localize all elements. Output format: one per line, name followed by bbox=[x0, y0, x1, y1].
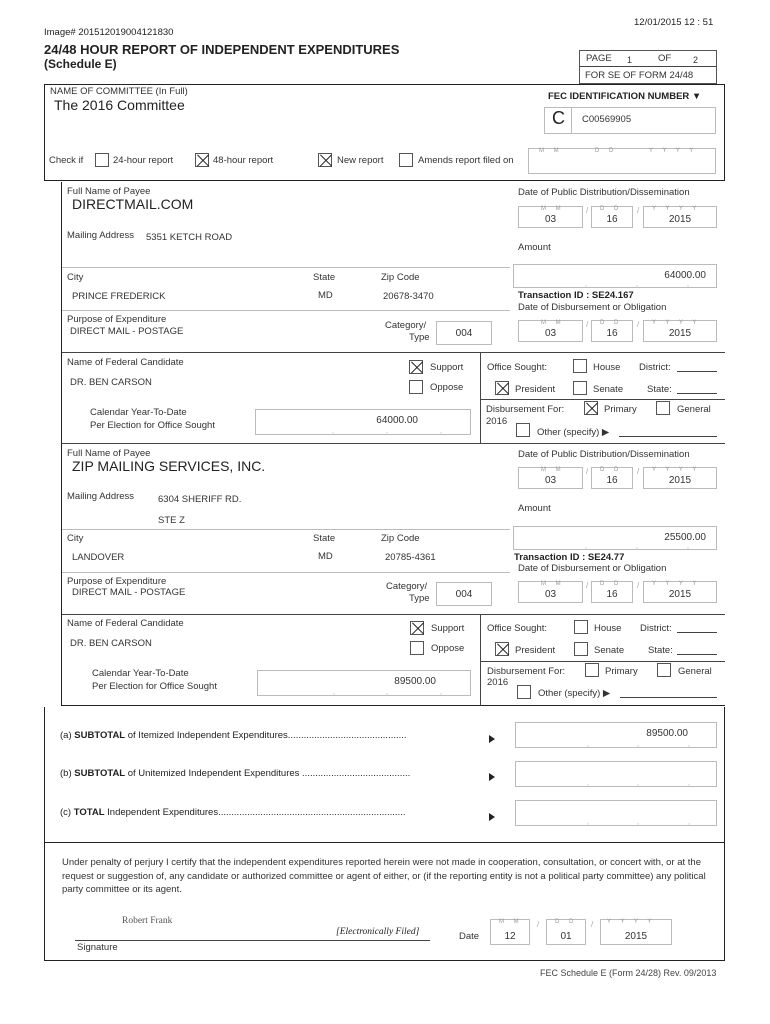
ytd-label-2: Per Election for Office Sought bbox=[92, 681, 217, 692]
page-number: 1 bbox=[627, 55, 633, 65]
house-label: House bbox=[593, 362, 621, 373]
ytd-field[interactable]: 89500.00 , , , bbox=[257, 670, 471, 696]
timestamp: 12/01/2015 12 : 51 bbox=[634, 17, 714, 28]
president-label: President bbox=[515, 645, 556, 656]
house-checkbox[interactable] bbox=[573, 359, 587, 373]
primary-label: Primary bbox=[605, 666, 638, 677]
president-label: President bbox=[515, 384, 556, 395]
category-label: Category/ bbox=[385, 320, 427, 331]
date-disb-yyyy[interactable]: Y Y Y Y 2015 bbox=[643, 581, 717, 603]
candidate-label: Name of Federal Candidate bbox=[67, 357, 184, 368]
image-number: Image# 201512019004121830 bbox=[44, 27, 174, 38]
date-disbursement-label: Date of Disbursement or Obligation bbox=[518, 302, 667, 313]
transaction-id: Transaction ID : SE24.77 bbox=[514, 552, 625, 563]
subtotal-itemized-label: (a) SUBTOTAL of Itemized Independent Expenditures............................................. bbox=[60, 730, 407, 741]
digit-separator-tick: , bbox=[637, 780, 639, 787]
district-label: District: bbox=[640, 623, 672, 634]
candidate-label: Name of Federal Candidate bbox=[67, 618, 184, 629]
check-if-label: Check if bbox=[49, 155, 84, 166]
form-title: 24/48 HOUR REPORT OF INDEPENDENT EXPENDITURES bbox=[44, 42, 400, 57]
digit-separator-tick: , bbox=[687, 281, 689, 288]
digit-separator-tick: , bbox=[587, 741, 589, 748]
disbursement-for-label: Disbursement For: bbox=[486, 404, 565, 415]
signature-date-mm[interactable]: M M 12 bbox=[490, 919, 530, 945]
digit-separator-tick: , bbox=[440, 428, 442, 435]
state-label: State bbox=[313, 272, 336, 283]
house-checkbox[interactable] bbox=[574, 620, 588, 634]
48-hour-label: 48-hour report bbox=[213, 155, 274, 166]
oppose-label: Oppose bbox=[431, 643, 465, 654]
date-disb-mm[interactable]: M M 03 bbox=[518, 320, 583, 342]
state: MD bbox=[318, 290, 333, 301]
digit-separator-tick: , bbox=[688, 741, 690, 748]
ytd-field[interactable]: 64000.00 , , , bbox=[255, 409, 471, 435]
date-disb-dd[interactable]: D D 16 bbox=[591, 581, 633, 603]
date-disb-yyyy[interactable]: Y Y Y Y 2015 bbox=[643, 320, 717, 342]
type-label: Type bbox=[409, 593, 430, 604]
ytd-label: Calendar Year-To-Date bbox=[92, 668, 189, 679]
senate-checkbox[interactable] bbox=[573, 381, 587, 395]
city: LANDOVER bbox=[72, 552, 125, 563]
candidate-name: DR. BEN CARSON bbox=[70, 377, 152, 388]
date-public-yyyy[interactable]: Y Y Y Y 2015 bbox=[643, 206, 717, 228]
primary-checkbox[interactable] bbox=[585, 663, 599, 677]
state: MD bbox=[318, 551, 333, 562]
amount-label: Amount bbox=[518, 503, 551, 514]
of-label: OF bbox=[658, 53, 672, 64]
category-field[interactable]: 004 bbox=[436, 321, 492, 345]
24-hour-label: 24-hour report bbox=[113, 155, 174, 166]
purpose: DIRECT MAIL - POSTAGE bbox=[70, 326, 184, 337]
date-public-dd[interactable]: D D 16 bbox=[591, 467, 633, 489]
digit-separator-tick: , bbox=[386, 689, 388, 696]
category-label: Category/ bbox=[386, 581, 428, 592]
date-public-mm[interactable]: M M 03 bbox=[518, 467, 583, 489]
form-subtitle: (Schedule E) bbox=[44, 57, 117, 71]
committee-name: The 2016 Committee bbox=[54, 97, 185, 113]
zip-label: Zip Code bbox=[381, 533, 420, 544]
transaction-id: Transaction ID : SE24.167 bbox=[518, 290, 634, 301]
support-label: Support bbox=[430, 362, 464, 373]
state-sought-label: State: bbox=[647, 384, 672, 395]
mailing-address-label: Mailing Address bbox=[67, 230, 135, 241]
digit-separator-tick: , bbox=[333, 689, 335, 696]
zip-label: Zip Code bbox=[381, 272, 420, 283]
total-field[interactable] bbox=[515, 800, 717, 826]
mailing-address: 6304 SHERIFF RD. bbox=[158, 494, 242, 505]
digit-separator-tick: , bbox=[636, 281, 638, 288]
date-disb-dd[interactable]: D D 16 bbox=[591, 320, 633, 342]
zip: 20785-4361 bbox=[385, 552, 436, 563]
digit-separator-tick: , bbox=[587, 819, 589, 826]
support-checkbox[interactable] bbox=[410, 621, 424, 635]
fec-id-label: FEC IDENTIFICATION NUMBER ▼ bbox=[548, 91, 702, 102]
oppose-label: Oppose bbox=[430, 382, 464, 393]
type-label: Type bbox=[409, 332, 430, 343]
oppose-checkbox[interactable] bbox=[409, 380, 423, 394]
total-label: (c) TOTAL Independent Expenditures....................................................................... bbox=[60, 807, 406, 818]
other-checkbox[interactable] bbox=[517, 685, 531, 699]
digit-separator-tick: , bbox=[585, 543, 587, 550]
date-disb-mm[interactable]: M M 03 bbox=[518, 581, 583, 603]
house-label: House bbox=[594, 623, 622, 634]
general-label: General bbox=[678, 666, 712, 677]
purpose: DIRECT MAIL - POSTAGE bbox=[72, 587, 186, 598]
office-sought-label: Office Sought: bbox=[487, 362, 548, 373]
digit-separator-tick: , bbox=[332, 428, 334, 435]
district-label: District: bbox=[639, 362, 671, 373]
date-public-mm[interactable]: M M 03 bbox=[518, 206, 583, 228]
digit-separator-tick: , bbox=[688, 819, 690, 826]
amends-checkbox[interactable] bbox=[399, 153, 413, 167]
subtotal-unitemized-label: (b) SUBTOTAL of Unitemized Independent Expenditures ......................................... bbox=[60, 768, 411, 779]
city-label: City bbox=[67, 533, 84, 544]
subtotal-itemized-field[interactable]: 89500.00 , , , bbox=[515, 722, 717, 748]
primary-checkbox[interactable] bbox=[584, 401, 598, 415]
page-label: PAGE bbox=[586, 53, 612, 64]
support-label: Support bbox=[431, 623, 465, 634]
state-sought-label: State: bbox=[648, 645, 673, 656]
office-sought-label: Office Sought: bbox=[487, 623, 548, 634]
arrow-icon bbox=[489, 735, 495, 743]
primary-label: Primary bbox=[604, 404, 637, 415]
digit-separator-tick: , bbox=[585, 281, 587, 288]
payee-label: Full Name of Payee bbox=[67, 448, 151, 459]
digit-separator-tick: , bbox=[687, 543, 689, 550]
certification-text: Under penalty of perjury I certify that the independent expenditures reported herein were not made in cooperation, consultation, or concert with, or at the request or suggestion of, any candidate or authorized committee or agent of either, or (if the reporting entity is not a political party committee) any political party committee or its agent. bbox=[62, 857, 706, 895]
electronically-filed: [Electronically Filed] bbox=[336, 927, 420, 937]
fec-number: C00569905 bbox=[582, 114, 632, 125]
amount-field[interactable]: 64000.00 , , , bbox=[513, 264, 717, 288]
city: PRINCE FREDERICK bbox=[72, 291, 166, 302]
purpose-label: Purpose of Expenditure bbox=[67, 576, 167, 587]
date-public-yyyy[interactable]: Y Y Y Y 2015 bbox=[643, 467, 717, 489]
general-checkbox[interactable] bbox=[657, 663, 671, 677]
signature-date-yyyy[interactable]: Y Y Y Y 2015 bbox=[600, 919, 672, 945]
oppose-checkbox[interactable] bbox=[410, 641, 424, 655]
48-hour-checkbox[interactable] bbox=[195, 153, 209, 167]
payee-label: Full Name of Payee bbox=[67, 186, 151, 197]
zip: 20678-3470 bbox=[383, 291, 434, 302]
ytd-label-2: Per Election for Office Sought bbox=[90, 420, 215, 431]
candidate-name: DR. BEN CARSON bbox=[70, 638, 152, 649]
general-label: General bbox=[677, 404, 711, 415]
mailing-address-label: Mailing Address bbox=[67, 491, 135, 502]
state-label: State bbox=[313, 533, 336, 544]
new-report-checkbox[interactable] bbox=[318, 153, 332, 167]
president-checkbox[interactable] bbox=[495, 381, 509, 395]
amount-label: Amount bbox=[518, 242, 551, 253]
arrow-icon bbox=[489, 813, 495, 821]
election-year: 2016 bbox=[487, 677, 509, 688]
date-public-label: Date of Public Distribution/Dissemination bbox=[518, 449, 690, 460]
form-footer: FEC Schedule E (Form 24/28) Rev. 09/2013 bbox=[540, 968, 717, 978]
disbursement-for-label: Disbursement For: bbox=[487, 666, 566, 677]
digit-separator-tick: , bbox=[636, 543, 638, 550]
digit-separator-tick: , bbox=[440, 689, 442, 696]
date-public-dd[interactable]: D D 16 bbox=[591, 206, 633, 228]
mailing-address-2: STE Z bbox=[158, 515, 185, 526]
digit-separator-tick: , bbox=[637, 741, 639, 748]
new-report-label: New report bbox=[337, 155, 384, 166]
amount-field[interactable]: 25500.00 , , , bbox=[513, 526, 717, 550]
city-label: City bbox=[67, 272, 84, 283]
purpose-label: Purpose of Expenditure bbox=[67, 314, 167, 325]
other-label: Other (specify) ▶ bbox=[537, 427, 610, 438]
arrow-icon bbox=[489, 773, 495, 781]
digit-separator-tick: , bbox=[637, 819, 639, 826]
for-se-label: FOR SE OF FORM 24/48 bbox=[585, 70, 694, 81]
support-checkbox[interactable] bbox=[409, 360, 423, 374]
ytd-label: Calendar Year-To-Date bbox=[90, 407, 187, 418]
digit-separator-tick: , bbox=[386, 428, 388, 435]
signature-date-dd[interactable]: D D 01 bbox=[546, 919, 586, 945]
payee-name: ZIP MAILING SERVICES, INC. bbox=[72, 458, 266, 474]
date-disbursement-label: Date of Disbursement or Obligation bbox=[518, 563, 667, 574]
date-public-label: Date of Public Distribution/Dissemination bbox=[518, 187, 690, 198]
signature-label: Signature bbox=[77, 942, 118, 953]
mailing-address: 5351 KETCH ROAD bbox=[146, 232, 233, 243]
general-checkbox[interactable] bbox=[656, 401, 670, 415]
24-hour-checkbox[interactable] bbox=[95, 153, 109, 167]
senate-label: Senate bbox=[594, 645, 625, 656]
fec-prefix: C bbox=[552, 108, 565, 128]
other-label: Other (specify) ▶ bbox=[538, 688, 611, 699]
amends-label: Amends report filed on bbox=[418, 155, 514, 166]
senate-label: Senate bbox=[593, 384, 624, 395]
senate-checkbox[interactable] bbox=[574, 642, 588, 656]
payee-name: DIRECTMAIL.COM bbox=[72, 196, 194, 212]
signer-name: Robert Frank bbox=[122, 916, 173, 926]
digit-separator-tick: , bbox=[688, 780, 690, 787]
other-checkbox[interactable] bbox=[516, 423, 530, 437]
president-checkbox[interactable] bbox=[495, 642, 509, 656]
amends-date-field[interactable]: M M D D Y Y Y Y bbox=[528, 148, 716, 174]
page-total: 2 bbox=[693, 55, 699, 65]
category-field[interactable]: 004 bbox=[436, 582, 492, 606]
subtotal-unitemized-field[interactable] bbox=[515, 761, 717, 787]
committee-name-label: NAME OF COMMITTEE (In Full) bbox=[50, 86, 188, 97]
election-year: 2016 bbox=[486, 416, 508, 427]
digit-separator-tick: , bbox=[587, 780, 589, 787]
date-label: Date bbox=[459, 931, 480, 942]
